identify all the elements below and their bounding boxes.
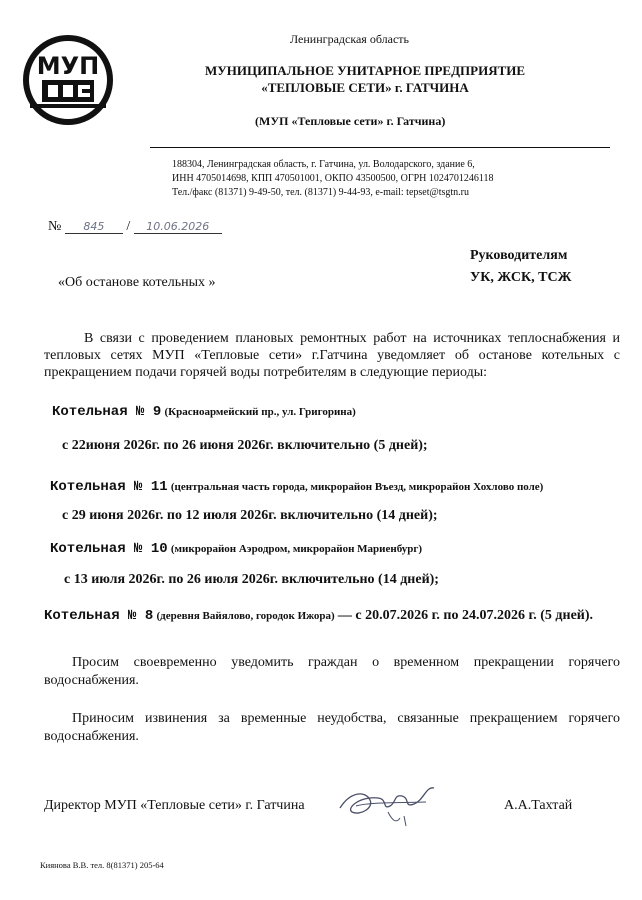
boiler-area: (центральная часть города, микрорайон Въезд, микрорайон Хохлово поле) [170, 481, 544, 493]
number-prefix: № [48, 219, 62, 234]
boiler-area: (микрорайон Аэродром, микрорайон Мариенбург) [170, 543, 423, 555]
boiler-title: Котельная № 11 [50, 479, 168, 495]
letter-subject: «Об останове котельных » [58, 275, 216, 290]
addressee-line2: УК, ЖСК, ТСЖ [470, 270, 572, 285]
org-name-line2: «ТЕПЛОВЫЕ СЕТИ» г. ГАТЧИНА [261, 80, 469, 95]
organization-short-name: (МУП «Тепловые сети» г. Гатчина) [255, 114, 446, 128]
contact-person: Киянова В.В. тел. 8(81371) 205-64 [40, 860, 164, 870]
document-reference [48, 219, 222, 235]
organization-address [172, 158, 552, 200]
company-logo [22, 30, 114, 126]
boiler-period: с 22июня 2026г. по 26 июня 2026г. включительно (5 дней); [62, 438, 428, 453]
region-label: Ленинградская область [290, 32, 409, 46]
handwritten-signature [330, 772, 450, 832]
address-line2: ИНН 4705014698, КПП 470501001, ОКПО 43500500, ОГРН 1024701246118 [172, 173, 494, 184]
organization-name [200, 62, 530, 96]
boiler-area: (деревня Вайялово, городок Ижора) [156, 610, 335, 622]
signatory-name: А.А.Тахтай [504, 798, 573, 813]
address-line3: Тел./факс (81371) 9-49-50, тел. (81371) 9-44-93, e-mail: tepset@tsgtn.ru [172, 187, 469, 198]
boiler-period: с 29 июня 2026г. по 12 июля 2026г. включительно (14 дней); [62, 508, 438, 523]
signatory-position: Директор МУП «Тепловые сети» г. Гатчина [44, 798, 305, 813]
addressee [470, 245, 571, 289]
boiler-item [52, 403, 356, 420]
boiler-title: Котельная № 10 [50, 541, 168, 557]
intro-paragraph: В связи с проведением плановых ремонтных работ на источниках теплоснабжения и тепловых сетях МУП «Тепловые сети» г.Гатчина уведомляет об останове котельных с прекращением подачи горячей воды потребителям в следующие периоды: [44, 331, 620, 380]
boiler-title: Котельная № 9 [52, 404, 162, 420]
document-date: 10.06.2026 [134, 220, 222, 234]
boiler-item [50, 478, 543, 495]
boiler-item [44, 606, 624, 625]
boiler-area: (Красноармейский пр., ул. Григорина) [164, 406, 356, 418]
org-name-line1: МУНИЦИПАЛЬНОЕ УНИТАРНОЕ ПРЕДПРИЯТИЕ [204, 63, 526, 78]
boiler-period: — с 20.07.2026 г. по 24.07.2026 г. (5 дней). [337, 608, 594, 623]
reference-separator: / [126, 219, 131, 234]
header-divider [150, 147, 610, 148]
boiler-period: с 13 июля 2026г. по 26 июля 2026г. включительно (14 дней); [64, 572, 439, 587]
request-paragraph: Просим своевременно уведомить граждан о временном прекращении горячего водоснабжения. [44, 655, 620, 688]
boiler-title: Котельная № 8 [44, 608, 154, 624]
document-number: 845 [65, 220, 123, 234]
addressee-line1: Руководителям [470, 248, 568, 263]
address-line1: 188304, Ленинградская область, г. Гатчина, ул. Володарского, здание 6, [172, 159, 475, 170]
logo-text: МУП [36, 52, 100, 80]
boiler-item [50, 540, 422, 557]
apology-paragraph: Приносим извинения за временные неудобства, связанные прекращением горячего водоснабжения. [44, 711, 620, 744]
